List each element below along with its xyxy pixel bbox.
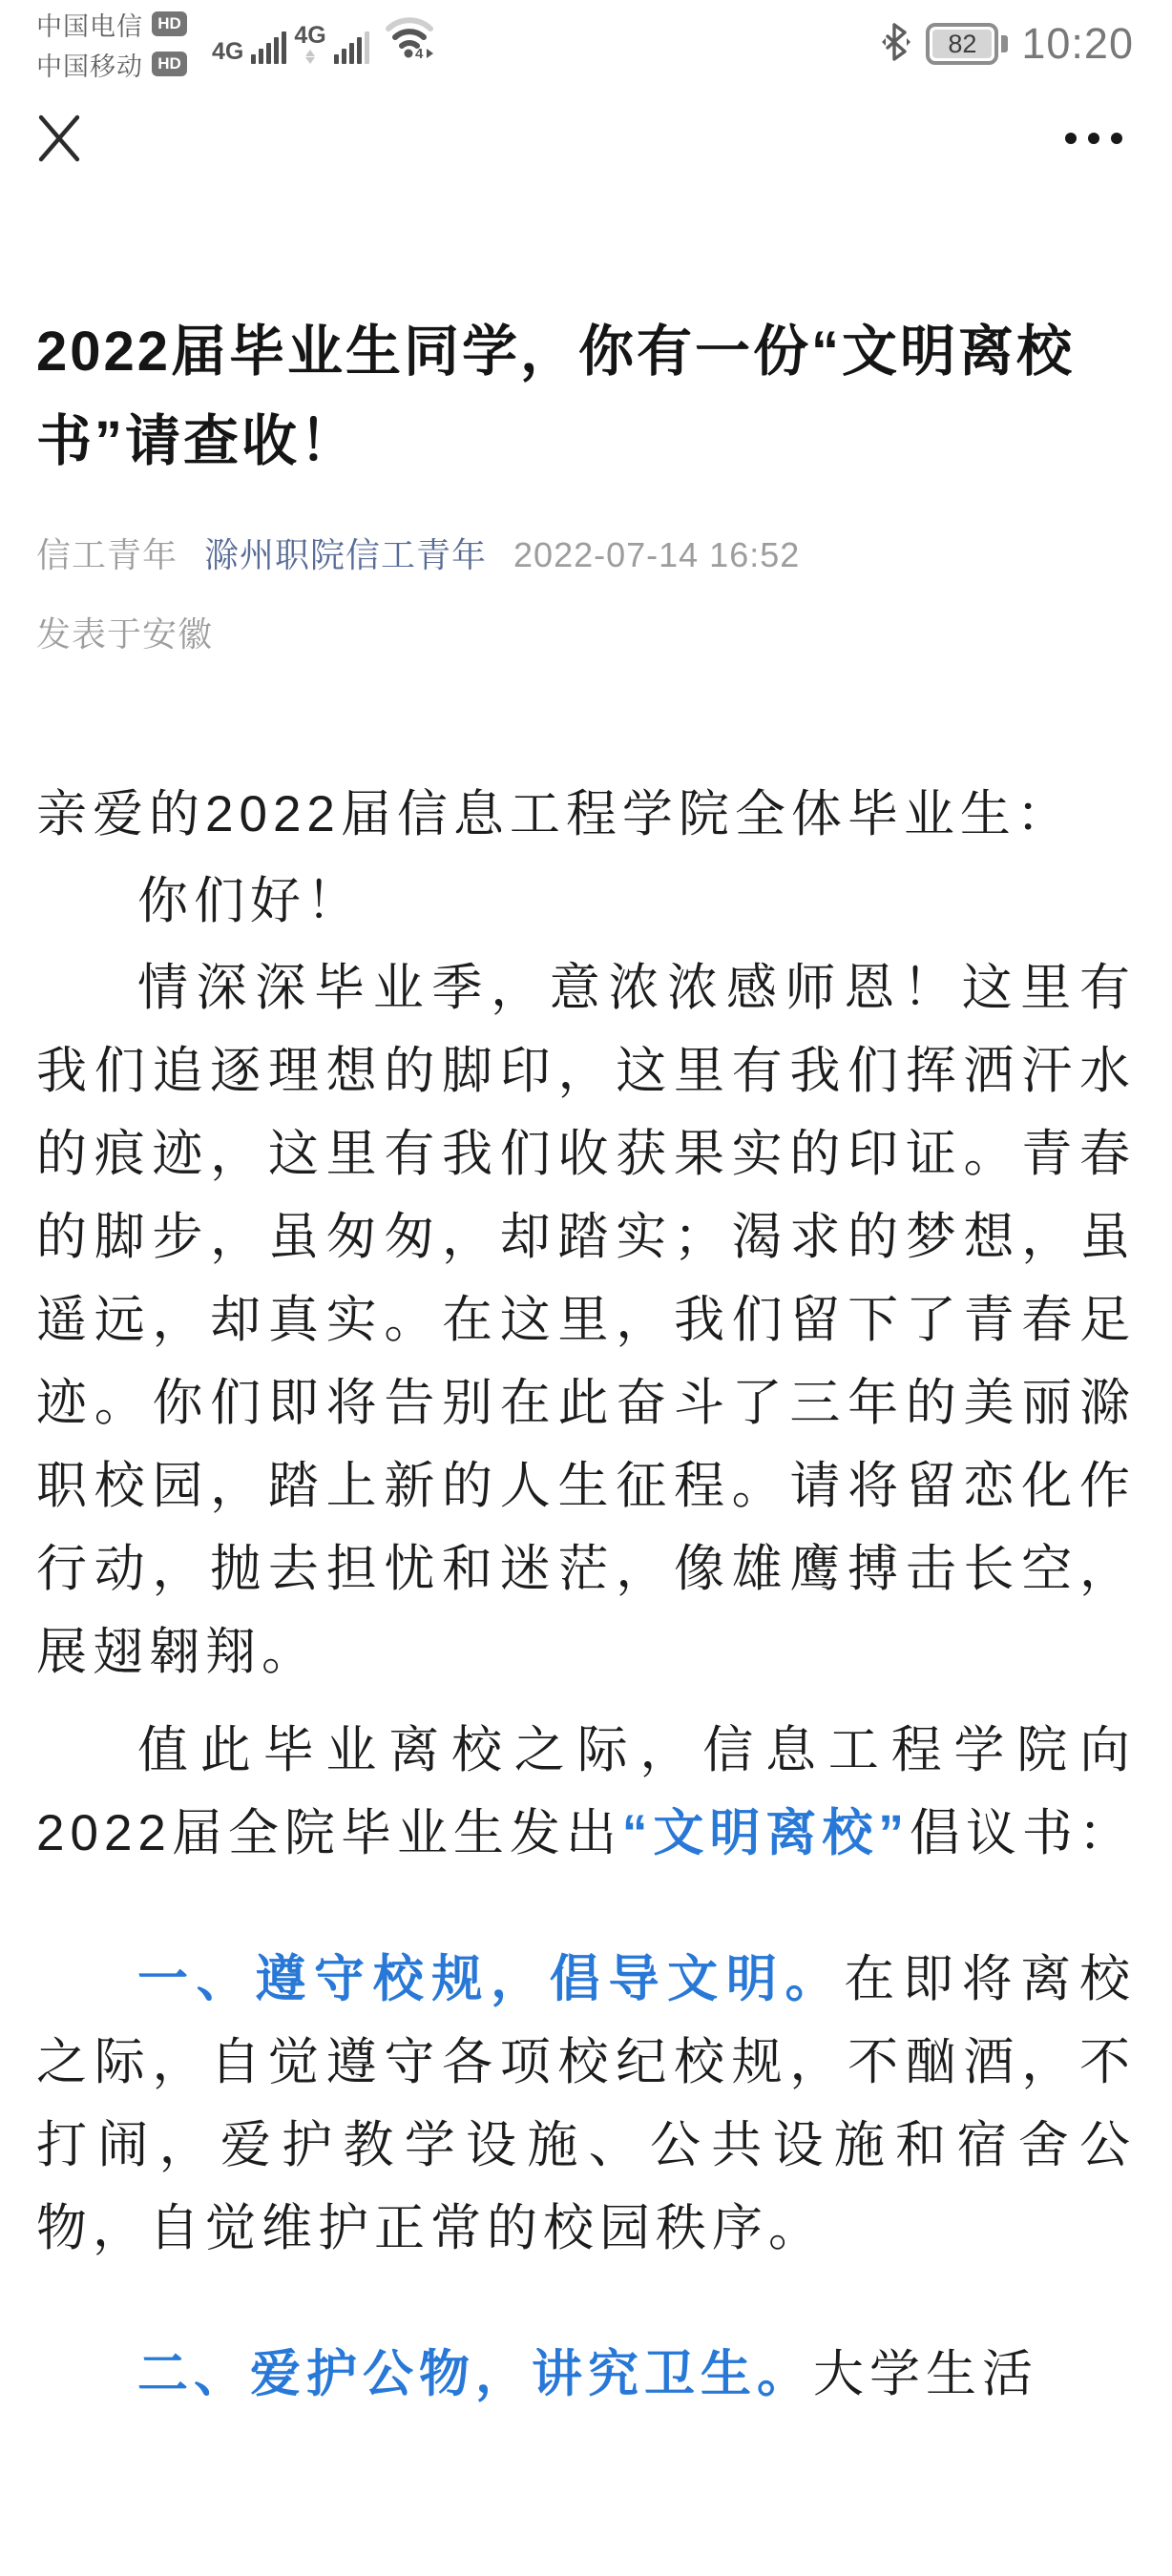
paragraph-proposal [36, 1709, 1136, 1875]
paragraph-text: 你们好！ [137, 873, 363, 929]
carrier-row-1 [36, 6, 187, 43]
battery-icon [926, 23, 1008, 65]
signal-cluster [212, 13, 438, 75]
signal-bar [282, 31, 286, 64]
signal-bar [342, 49, 346, 64]
publish-location: 发表于安徽 [36, 614, 214, 654]
network-type-2 [294, 21, 326, 64]
article-meta [36, 529, 1136, 577]
signal-bar [259, 49, 263, 64]
network-type-label-2: 4G [294, 21, 326, 49]
paragraph-text: 在即将离校之际，自觉遵守各项校纪校规，不酗酒，不打闹，爱护教学设施、公共设施和宿舍公物，自觉维护正常的校园秩序。 [36, 1951, 1136, 2256]
paragraph-text: 倡议书： [909, 1805, 1135, 1861]
paragraph-text: 情深深毕业季，意浓浓感师恩！这里有我们追逐理想的脚印，这里有我们挥洒汗水的痕迹，这里有我们收获果实的印证。青春的脚步，虽匆匆，却踏实；渴求的梦想，虽遥远，却真实。在这里，我们留下了青春足迹。你们即将告别在此奋斗了三年的美丽滁职校园，踏上新的人生征程。请将留恋化作行动，抛去担忧和迷茫，像雄鹰搏击长空，展翅翱翔。 [36, 960, 1136, 1680]
signal-bar [334, 54, 339, 64]
paragraph-text: 大学生活 [813, 2346, 1038, 2402]
paragraph-intro [36, 946, 1136, 1693]
section-heading: 一、遵守校规，倡导文明。 [137, 1951, 845, 2007]
article-title: 2022届毕业生同学，你有一份“文明离校书”请查收！ [36, 321, 1076, 472]
article [0, 307, 1172, 2416]
paragraph-text: 亲爱的2022届信息工程学院全体毕业生： [36, 786, 1073, 842]
author-name: 信工青年 [36, 535, 178, 574]
carrier-info [36, 6, 187, 83]
highlight-text: “文明离校” [621, 1805, 910, 1861]
signal-bar [357, 37, 362, 64]
hd-badge-icon: HD [152, 52, 187, 76]
data-arrows-icon [305, 50, 315, 64]
signal-bar [266, 43, 271, 64]
signal-bars-icon [334, 31, 369, 64]
network-type-label-1: 4G [212, 37, 244, 65]
carrier-name-1: 中国电信 [36, 11, 143, 41]
paragraph-salutation [36, 773, 1136, 856]
navbar [0, 80, 1172, 197]
paragraph-text: 值此毕业离校之际，信息工程学院向2022届全院毕业生发出 [36, 1722, 1136, 1861]
carrier-name-2: 中国移动 [36, 52, 143, 81]
signal-bars-icon [251, 31, 286, 64]
status-right-cluster [880, 19, 1134, 69]
signal-bar [274, 37, 279, 64]
more-icon[interactable] [1065, 123, 1122, 154]
publish-location-row [36, 608, 1136, 656]
wifi-icon [383, 13, 438, 64]
account-link[interactable]: 滁州职院信工青年 [204, 535, 488, 574]
paragraph-greeting [36, 860, 1136, 943]
svg-text:4: 4 [414, 45, 424, 59]
signal-bar [365, 31, 369, 64]
paragraph-section-2 [36, 2333, 1136, 2416]
article-body [36, 773, 1136, 2416]
status-bar [0, 0, 1172, 80]
bluetooth-icon [880, 22, 912, 67]
signal-bar [251, 54, 256, 64]
paragraph-section-1 [36, 1938, 1136, 2270]
hd-badge-icon: HD [152, 11, 187, 36]
close-icon[interactable] [34, 112, 84, 165]
battery-level: 82 [932, 30, 992, 58]
section-heading: 二、爱护公物，讲究卫生。 [137, 2346, 813, 2402]
signal-bar [349, 43, 354, 64]
publish-date: 2022-07-14 16:52 [513, 535, 801, 574]
status-time: 10:20 [1021, 19, 1134, 68]
carrier-row-2 [36, 46, 187, 83]
